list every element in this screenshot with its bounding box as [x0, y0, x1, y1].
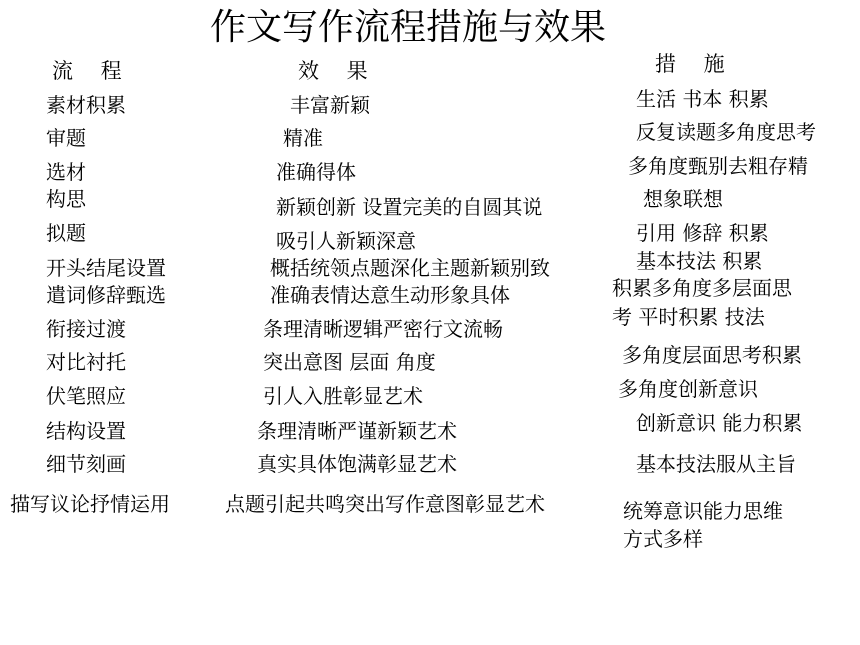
measure-item: 多角度层面思考积累 [622, 343, 802, 367]
effect-item: 引人入胜彰显艺术 [263, 384, 423, 408]
measure-item: 基本技法 积累 [636, 249, 763, 273]
process-item: 拟题 [46, 221, 86, 245]
process-item: 开头结尾设置 [46, 256, 166, 280]
effect-item: 准确表情达意生动形象具体 [270, 283, 510, 307]
measure-item: 基本技法服从主旨 [636, 452, 796, 476]
effect-item: 真实具体饱满彰显艺术 [257, 452, 457, 476]
measure-item: 统筹意识能力思维 [623, 499, 783, 523]
effect-item: 突出意图 层面 角度 [263, 350, 436, 374]
process-item: 对比衬托 [46, 350, 126, 374]
process-item: 细节刻画 [46, 452, 126, 476]
measure-item: 积累多角度多层面思 [612, 276, 792, 300]
effect-item: 条理清晰逻辑严密行文流畅 [263, 317, 503, 341]
measure-item: 多角度甄别去粗存精 [628, 154, 808, 178]
process-item: 素材积累 [46, 93, 126, 117]
effect-item: 条理清晰严谨新颖艺术 [257, 419, 457, 443]
measure-item: 多角度创新意识 [618, 377, 758, 401]
process-item: 描写议论抒情运用 [10, 492, 170, 516]
effect-item: 点题引起共鸣突出写作意图彰显艺术 [225, 492, 545, 516]
effect-item: 精准 [283, 126, 323, 150]
process-item: 伏笔照应 [46, 384, 126, 408]
header-process: 流 程 [52, 59, 122, 83]
header-measure: 措 施 [655, 52, 725, 76]
process-item: 衔接过渡 [46, 317, 126, 341]
measure-item: 方式多样 [623, 527, 703, 551]
process-item: 审题 [46, 126, 86, 150]
process-item: 结构设置 [46, 419, 126, 443]
process-item: 构思 [46, 187, 86, 211]
measure-item: 想象联想 [643, 187, 723, 211]
measure-item: 创新意识 能力积累 [636, 411, 803, 435]
process-item: 选材 [46, 160, 86, 184]
effect-item: 准确得体 [276, 160, 356, 184]
effect-item: 丰富新颖 [290, 93, 370, 117]
measure-item: 考 平时积累 技法 [612, 305, 765, 329]
page-title: 作文写作流程措施与效果 [210, 7, 607, 48]
measure-item: 引用 修辞 积累 [636, 221, 769, 245]
effect-item: 概括统领点题深化主题新颖别致 [270, 256, 550, 280]
effect-item: 吸引人新颖深意 [276, 229, 416, 253]
measure-item: 反复读题多角度思考 [636, 120, 816, 144]
process-item: 遣词修辞甄选 [46, 283, 166, 307]
header-effect: 效 果 [298, 59, 368, 83]
measure-item: 生活 书本 积累 [636, 87, 769, 111]
effect-item: 新颖创新 设置完美的自圆其说 [276, 195, 543, 219]
